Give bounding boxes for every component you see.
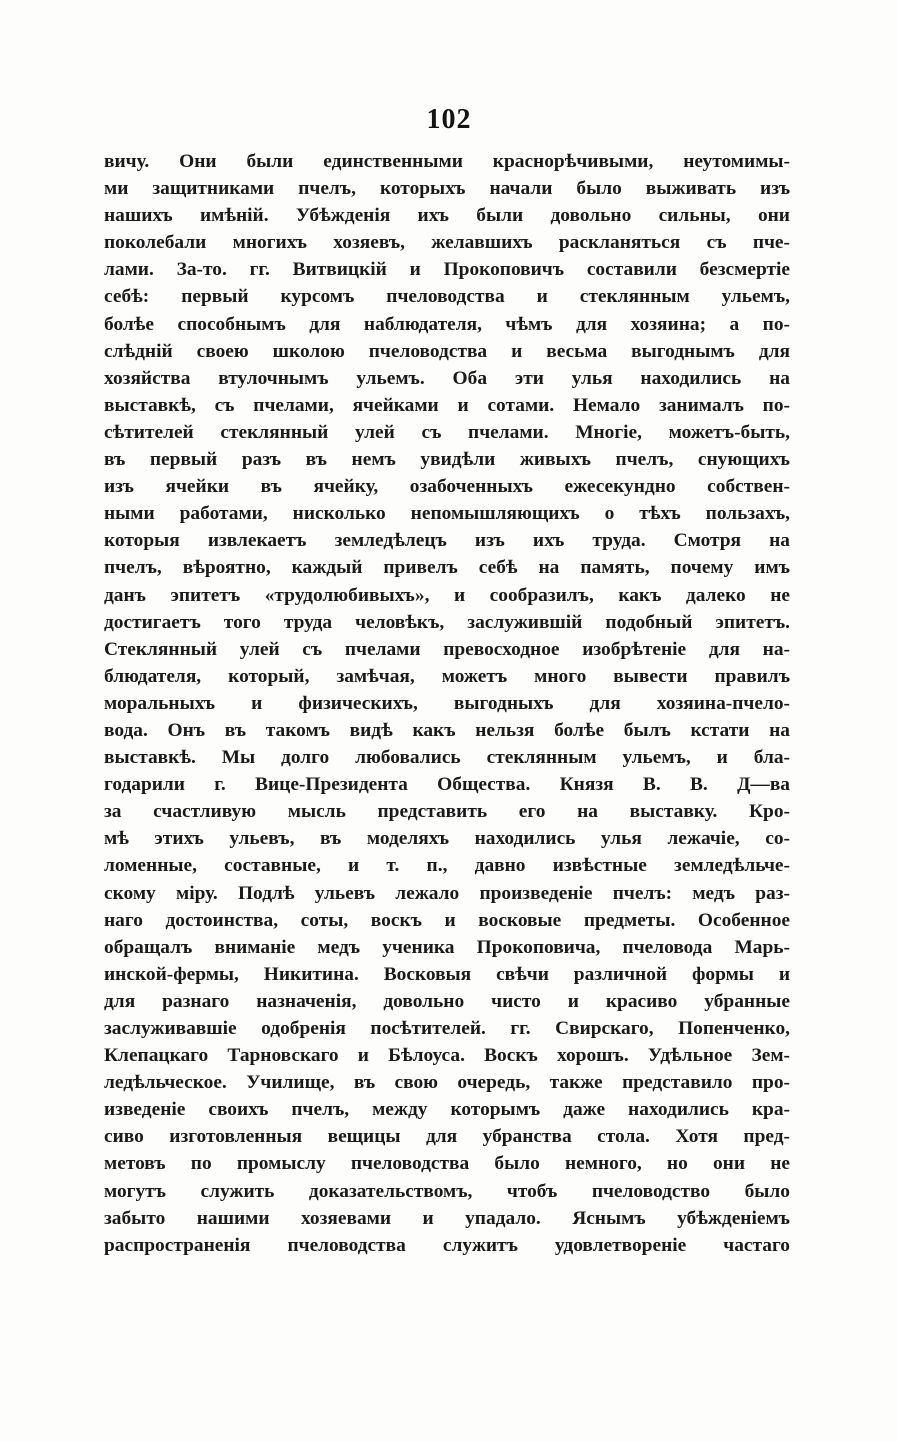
text-line: метовъ по промыслу пчеловодства было немного, но они не bbox=[104, 1153, 790, 1175]
text-line: вичу. Они были единственными краснорѣчивыми, неутомимы- bbox=[104, 151, 790, 172]
text-line: себѣ: первый курсомъ пчеловодства и стеклянным ульемъ, bbox=[104, 286, 790, 308]
text-line: нашихъ имѣній. Убѣжденія ихъ были довольно сильны, они bbox=[104, 205, 790, 227]
page-number: 102 bbox=[426, 104, 472, 135]
text-line: скому міру. Подлѣ ульевъ лежало произведеніе пчелъ: медъ раз- bbox=[104, 882, 790, 904]
text-line: лами. За-то. гг. Витвицкій и Прокоповичъ составили безсмертіе bbox=[104, 259, 790, 281]
text-line: изъ ячейки въ ячейку, озабоченныхъ ежесекундно собствен- bbox=[104, 476, 790, 498]
text-line: забыто нашими хозяевами и упадало. Яснымъ убѣжденіемъ bbox=[104, 1207, 790, 1229]
text-line: хозяйства втулочнымъ ульемъ. Оба эти улья находились на bbox=[104, 367, 790, 389]
text-line: обращалъ вниманіе медъ ученика Прокоповича, пчеловода Марь- bbox=[104, 936, 790, 958]
text-line: могутъ служить доказательствомъ, чтобъ пчеловодство было bbox=[104, 1180, 790, 1202]
text-line: изведеніе своихъ пчелъ, между которымъ даже находились кра- bbox=[104, 1099, 790, 1121]
text-line: мѣ этихъ ульевъ, въ моделяхъ находились улья лежачіе, со- bbox=[104, 828, 790, 850]
text-line: сѣтителей стеклянный улей съ пчелами. Многіе, можетъ-быть, bbox=[104, 421, 790, 443]
text-line: вода. Онъ въ такомъ видѣ какъ нельзя болѣе былъ кстати на bbox=[104, 719, 790, 741]
text-line: наго достоинства, соты, воскъ и восковые предметы. Особенное bbox=[104, 909, 790, 931]
text-line: инской-фермы, Никитина. Восковыя свѣчи различной формы и bbox=[104, 963, 790, 985]
text-line: ломенные, составные, и т. п., давно извѣстные земледѣльче- bbox=[104, 855, 790, 877]
text-line: болѣе способнымъ для наблюдателя, чѣмъ для хозяина; а по- bbox=[104, 313, 790, 335]
text-line: поколебали многихъ хозяевъ, желавшихъ раскланяться съ пче- bbox=[104, 232, 790, 254]
text-line: слѣдній своею школою пчеловодства и весьма выгоднымъ для bbox=[104, 340, 790, 362]
text-line: моральныхъ и физическихъ, выгодныхъ для хозяина-пчело- bbox=[104, 692, 790, 714]
text-line: распространенія пчеловодства служитъ удовлетвореніе частаго bbox=[104, 1234, 790, 1256]
text-line: ледѣльческое. Училище, въ свою очередь, также представило про- bbox=[104, 1072, 790, 1094]
text-line: въ первый разъ въ немъ увидѣли живыхъ пчелъ, снующихъ bbox=[104, 449, 790, 471]
text-line: для разнаго назначенія, довольно чисто и красиво убранные bbox=[104, 990, 790, 1012]
text-line: ми защитниками пчелъ, которыхъ начали было выживать изъ bbox=[104, 178, 790, 200]
text-line: достигаетъ того труда человѣкъ, заслужившій подобный эпитетъ. bbox=[104, 611, 790, 633]
text-line: заслуживавшіе одобренія посѣтителей. гг. Свирскаго, Попенченко, bbox=[104, 1018, 790, 1039]
text-line: Клепацкаго Тарновскаго и Бѣлоуса. Воскъ хорошъ. Удѣльное Зем- bbox=[104, 1045, 790, 1067]
body-text bbox=[104, 148, 790, 1259]
text-line: пчелъ, вѣроятно, каждый привелъ себѣ на память, почему имъ bbox=[104, 557, 790, 579]
text-line: сиво изготовленныя вещицы для убранства стола. Хотя пред- bbox=[104, 1126, 790, 1148]
text-line: выставкѣ. Мы долго любовались стеклянным ульемъ, и бла- bbox=[104, 747, 790, 769]
text-line: годарили г. Вице-Президента Общества. Князя В. В. Д—ва bbox=[104, 774, 790, 796]
text-line: блюдателя, который, замѣчая, можетъ много вывести правилъ bbox=[104, 665, 790, 687]
text-line: выставкѣ, съ пчелами, ячейками и сотами. Немало занималъ по- bbox=[104, 394, 790, 416]
text-line: которыя извлекаетъ земледѣлецъ изъ ихъ труда. Смотря на bbox=[104, 530, 790, 552]
text-line: ными работами, нисколько непомышляющихъ о тѣхъ пользахъ, bbox=[104, 503, 790, 525]
text-line: данъ эпитетъ «трудолюбивыхъ», и сообразилъ, какъ далеко не bbox=[104, 584, 790, 606]
text-line: Стеклянный улей съ пчелами превосходное изобрѣтеніе для на- bbox=[104, 638, 790, 660]
text-line: за счастливую мысль представить его на выставку. Кро- bbox=[104, 801, 790, 823]
